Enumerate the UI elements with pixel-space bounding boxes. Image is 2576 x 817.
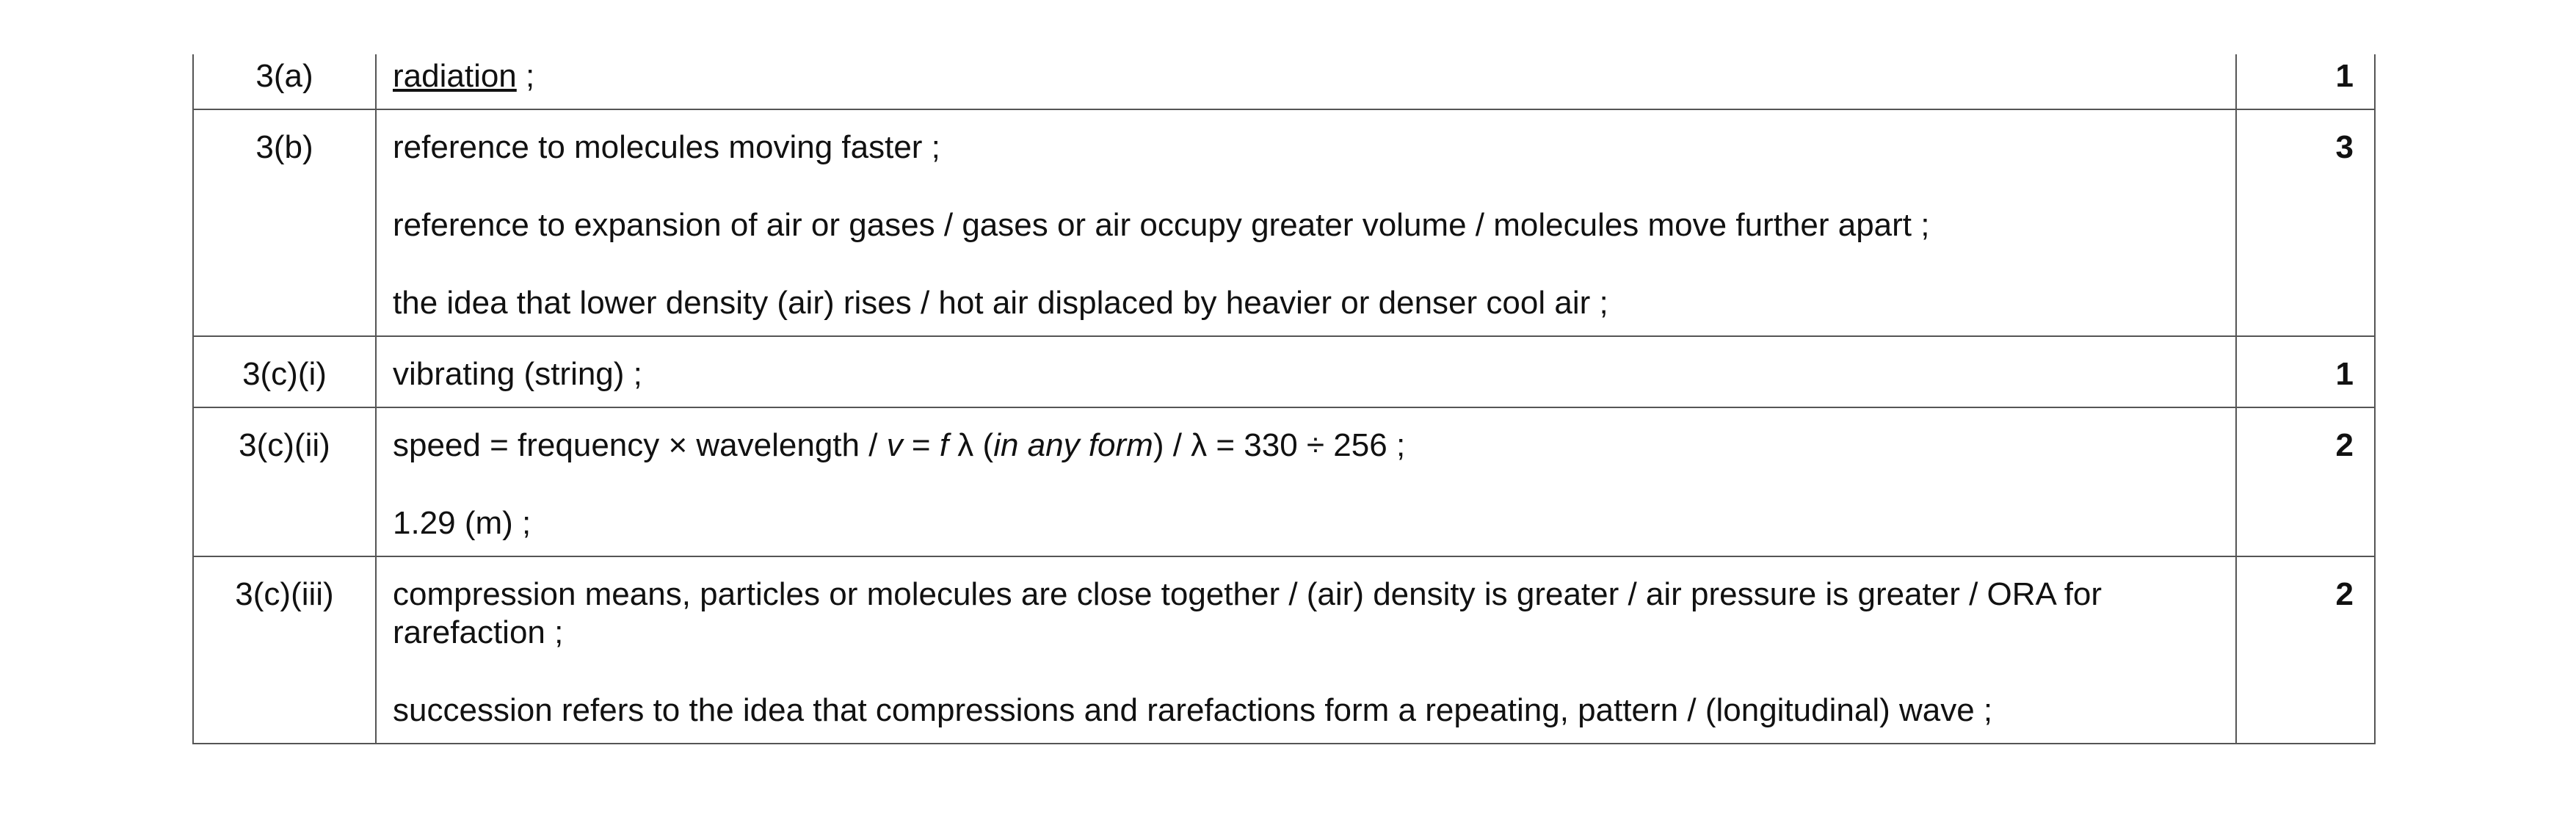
answer-cell (377, 408, 2237, 556)
question-number: 3(a) (194, 54, 377, 109)
answer-cell (377, 110, 2237, 335)
answer-text: speed = frequency × wavelength / (393, 427, 887, 463)
mark-scheme-table (192, 54, 2376, 744)
answer-line: reference to molecules moving faster ; (393, 129, 940, 165)
answer-text: λ ( (948, 427, 994, 463)
answer-line: compression means, particles or molecules are close together / (air) density is greater / air pressure is greater / ORA for rarefaction ; (393, 576, 2102, 650)
answer-text: ; (516, 58, 535, 94)
question-number: 3(b) (194, 110, 377, 335)
marks-cell: 1 (2335, 356, 2354, 392)
answer-line (393, 426, 2215, 465)
answer-cell (377, 337, 2237, 407)
symbol-v: v (886, 427, 903, 463)
question-number: 3(c)(ii) (194, 408, 377, 556)
answer-line: reference to expansion of air or gases / gases or air occupy greater volume / molecules move further apart ; (393, 207, 1930, 243)
question-number: 3(c)(iii) (194, 557, 377, 743)
table-row (194, 335, 2374, 407)
underlined-keyword: radiation (393, 58, 517, 94)
answer-line: succession refers to the idea that compressions and rarefactions form a repeating, pattern / (longitudinal) wave ; (393, 692, 1993, 728)
marks-cell: 3 (2335, 129, 2354, 165)
answer-text: ) / λ = 330 ÷ 256 ; (1153, 427, 1406, 463)
answer-cell (377, 557, 2237, 743)
answer-cell (377, 54, 2237, 109)
marks-cell: 2 (2335, 427, 2354, 463)
marks-cell: 1 (2335, 58, 2354, 94)
question-number: 3(c)(i) (194, 337, 377, 407)
marks-cell: 2 (2335, 576, 2354, 612)
table-row (194, 54, 2374, 109)
answer-line: vibrating (string) ; (393, 356, 642, 392)
table-row (194, 109, 2374, 335)
answer-text: = (902, 427, 940, 463)
table-row (194, 556, 2374, 743)
symbol-f: f (939, 427, 949, 463)
answer-line: 1.29 (m) ; (393, 505, 531, 541)
table-row (194, 407, 2374, 556)
answer-line (393, 57, 2215, 95)
answer-line: the idea that lower density (air) rises / hot air displaced by heavier or denser cool air ; (393, 285, 1608, 321)
italic-note: in any form (993, 427, 1153, 463)
